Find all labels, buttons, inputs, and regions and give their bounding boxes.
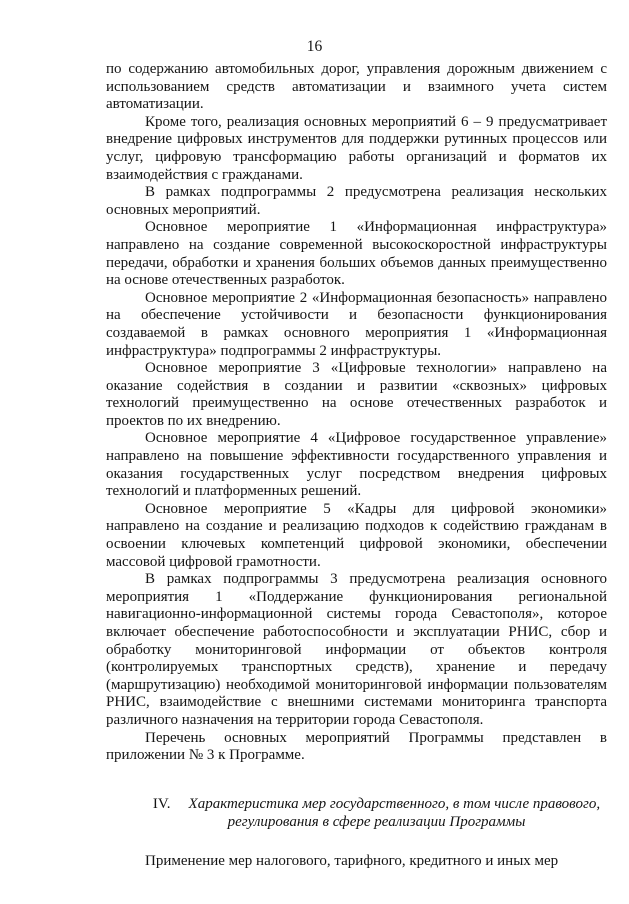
paragraph-measure-3: Основное мероприятие 3 «Цифровые технологии» направлено на оказание содействия в создании и развитии «сквозных» цифровых технологий преимущественно на основе отечественных разработок и проектов по их внедрению. [106,360,607,429]
paragraph-appendix-reference: Перечень основных мероприятий Программы представлен в приложении № 3 к Программе. [106,729,607,764]
paragraph-subprogram-2-intro: В рамках подпрограммы 2 предусмотрена реализация нескольких основных мероприятий. [106,184,607,218]
page-number: 16 [306,38,323,55]
section-title-line-1: Характеристика мер государственного, в том числе правового, [188,795,601,812]
document-body [106,61,607,870]
paragraph-continuation: по содержанию автомобильных дорог, управления дорожным движением с использованием средств автоматизации и взаимного учета систем автоматизации. [106,61,607,113]
paragraph-measure-2: Основное мероприятие 2 «Информационная безопасность» направлено на обеспечение устойчивости и безопасности функционирования создаваемой в рамках основного мероприятия 1 «Информационная инфраструктура» подпрограммы 2 инфраструктуры. [106,289,607,359]
paragraph-measures-application: Применение мер налогового, тарифного, кредитного и иных мер [145,852,559,869]
heading-spacer [106,831,607,853]
paragraph-subprogram-3: В рамках подпрограммы 3 предусмотрена реализация основного мероприятия 1 «Поддержание функционирования региональной навигационно-информационной системы города Севастополя», которое включает обеспечение работоспособности и эксплуатации РНИС, сбор и обработку мониторинговой информации от объектов контроля (контролируемых транспортных средств), хранение и передачу (маршрутизацию) необходимой мониторинговой информации пользователям РНИС, взаимодействие с внешними системами мониторинга транспорта различного назначения на территории города Севастополя. [106,571,607,728]
paragraph-measure-1: Основное мероприятие 1 «Информационная инфраструктура» направлено на создание современной высокоскоростной инфраструктуры передачи, обработки и хранения больших объемов данных преимущественно на основе отечественных разработок. [106,219,607,289]
section-heading-line-1 [146,795,607,813]
section-number: IV. [152,795,171,812]
paragraph-measure-4: Основное мероприятие 4 «Цифровое государственное управление» направлено на повышение эффективности государственного управления и оказания государственных услуг посредством внедрения цифровых технологий и платформенных решений. [106,430,607,500]
section-title-line-2: регулирования в сфере реализации Программы [227,813,526,830]
section-heading [106,795,607,831]
paragraph-measures-6-9: Кроме того, реализация основных мероприятий 6 – 9 предусматривает внедрение цифровых инструментов для поддержки рутинных процессов или услуг, цифровую трансформацию работы организаций и форматов их взаимодействия с гражданами. [106,113,607,183]
paragraph-measure-5: Основное мероприятие 5 «Кадры для цифровой экономики» направлено на создание и реализацию подходов к содействию гражданам в освоении ключевых компетенций цифровой экономики, обеспечении массовой цифровой грамотности. [106,500,607,570]
